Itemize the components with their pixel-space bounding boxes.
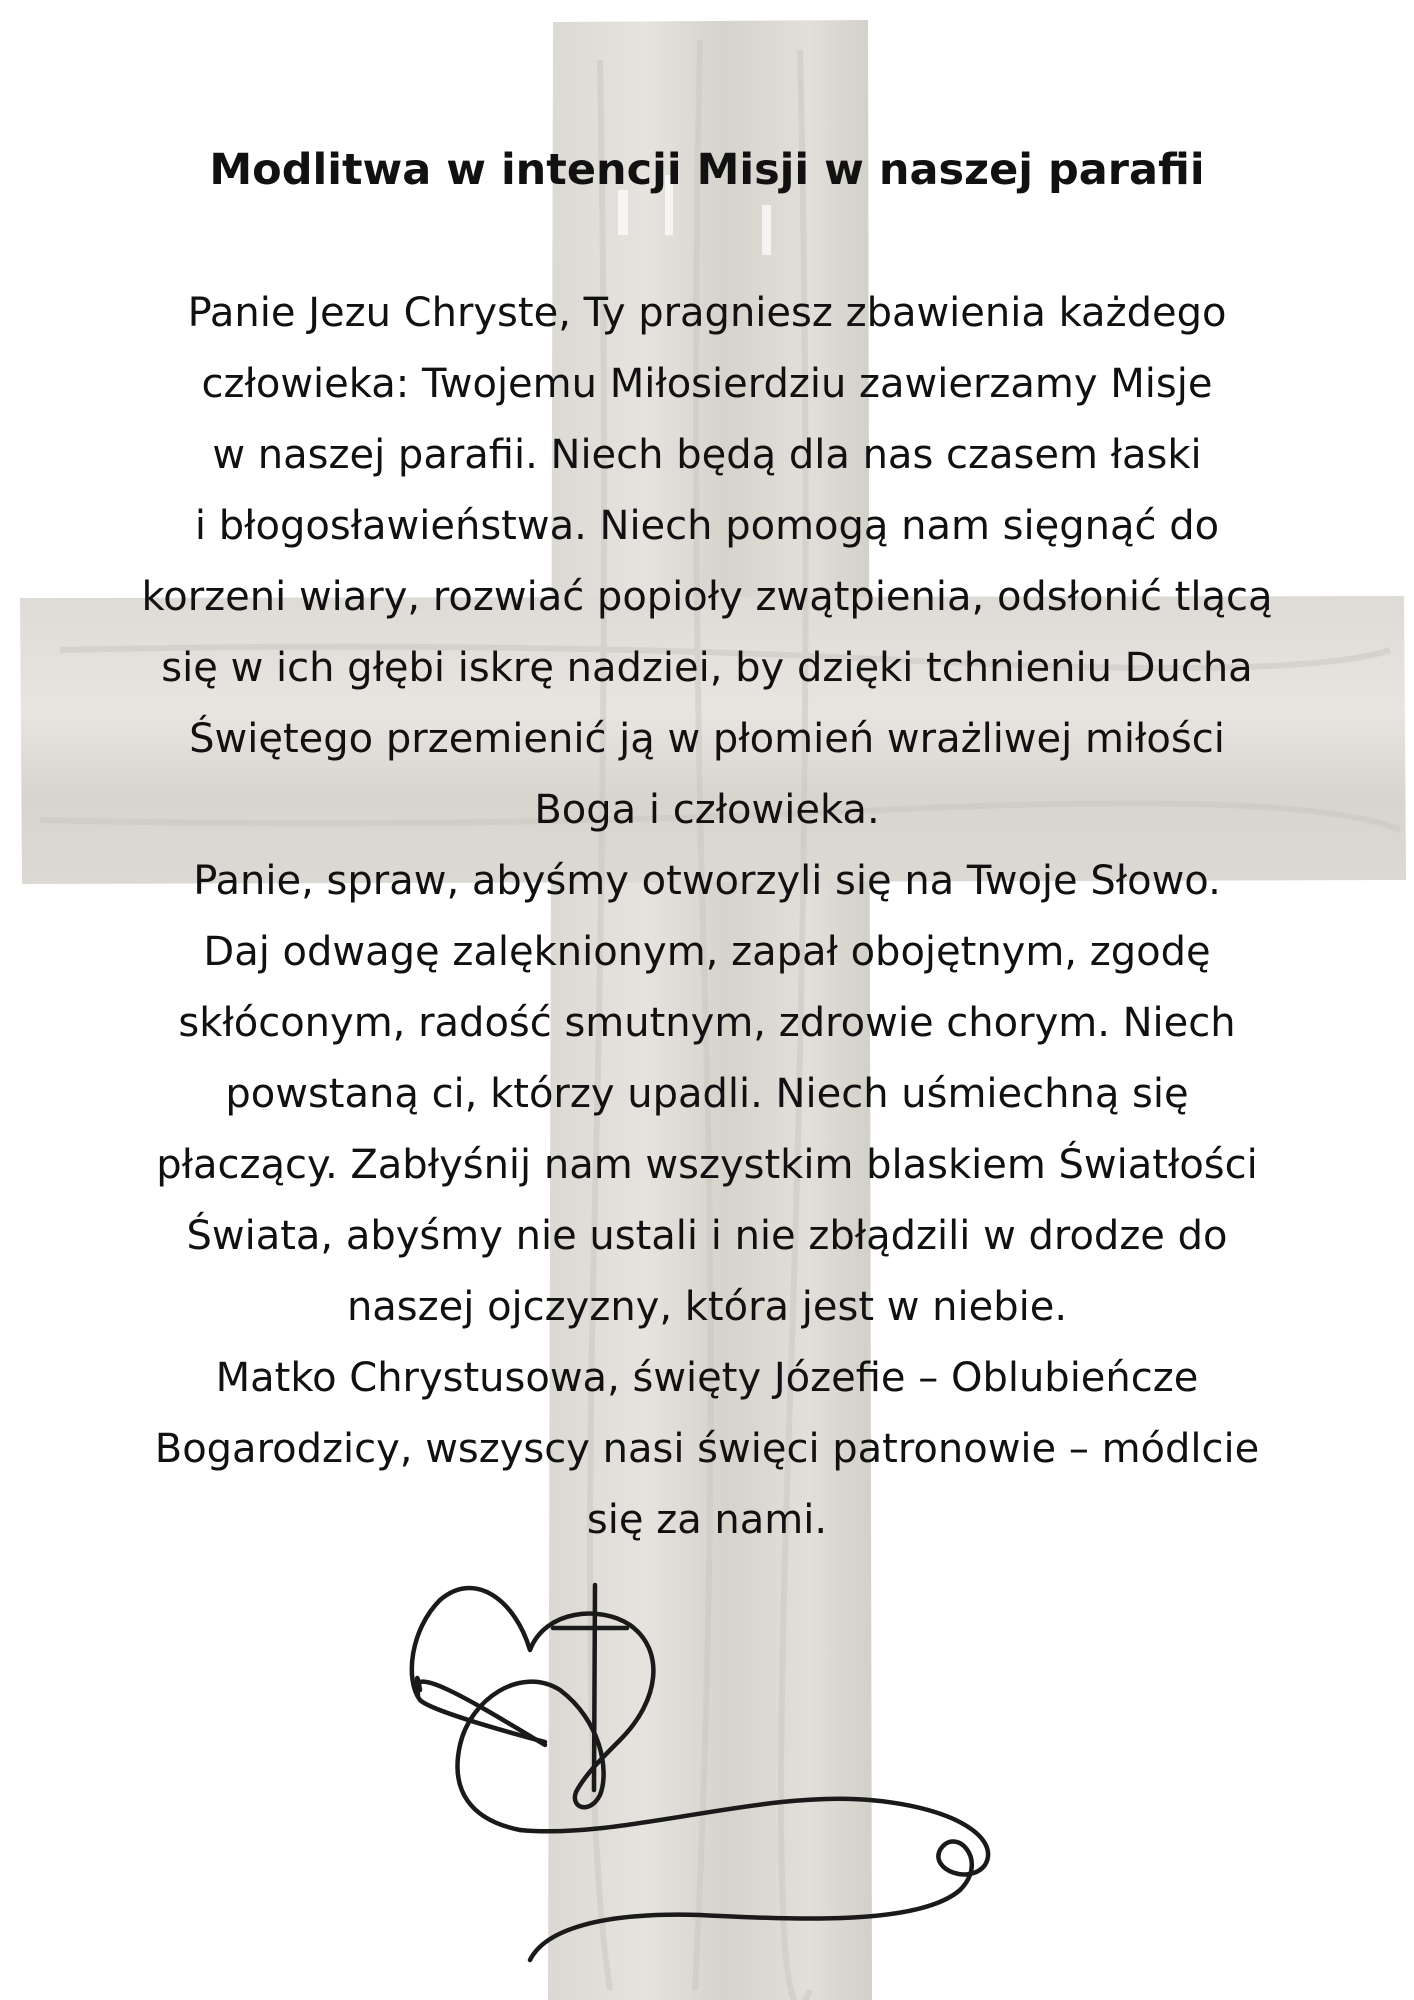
prayer-title: Modlitwa w intencji Misji w naszej parafii <box>209 145 1205 195</box>
prayer-line: powstaną ci, którzy upadli. Niech uśmiechną się <box>225 1071 1189 1117</box>
prayer-line: Świata, abyśmy nie ustali i nie zbłądzili w drodze do <box>186 1213 1228 1259</box>
prayer-line: korzeni wiary, rozwiać popioły zwątpienia, odsłonić tlącą <box>141 574 1273 620</box>
prayer-line: Bogarodzicy, wszyscy nasi święci patronowie – módlcie <box>154 1426 1260 1472</box>
prayer-line: i błogosławieństwa. Niech pomogą nam sięgnąć do <box>194 503 1220 549</box>
prayer-line: skłóconym, radość smutnym, zdrowie chorym. Niech <box>178 1000 1236 1046</box>
prayer-line: płaczący. Zabłyśnij nam wszystkim blaskiem Światłości <box>156 1142 1258 1188</box>
prayer-line: człowieka: Twojemu Miłosierdziu zawierzamy Misje <box>201 361 1213 407</box>
prayer-line: Matko Chrystusowa, święty Józefie – Oblubieńcze <box>215 1355 1199 1401</box>
ornament-swirl <box>520 1799 988 1960</box>
prayer-line: Daj odwagę zalęknionym, zapał obojętnym, zgodę <box>203 929 1211 975</box>
prayer-line: Panie, spraw, abyśmy otworzyli się na Twoje Słowo. <box>193 858 1221 904</box>
prayer-line: się za nami. <box>586 1497 828 1543</box>
prayer-line: Panie Jezu Chryste, Ty pragniesz zbawienia każdego <box>187 290 1227 336</box>
prayer-line: naszej ojczyzny, która jest w niebie. <box>346 1284 1068 1330</box>
prayer-line: Świętego przemienić ją w płomień wrażliwej miłości <box>189 716 1225 762</box>
prayer-line: w naszej parafii. Niech będą dla nas czasem łaski <box>212 432 1202 478</box>
prayer-line: Boga i człowieka. <box>534 787 880 833</box>
prayer-line: się w ich głębi iskrę nadziei, by dzięki tchnieniu Ducha <box>161 645 1253 691</box>
